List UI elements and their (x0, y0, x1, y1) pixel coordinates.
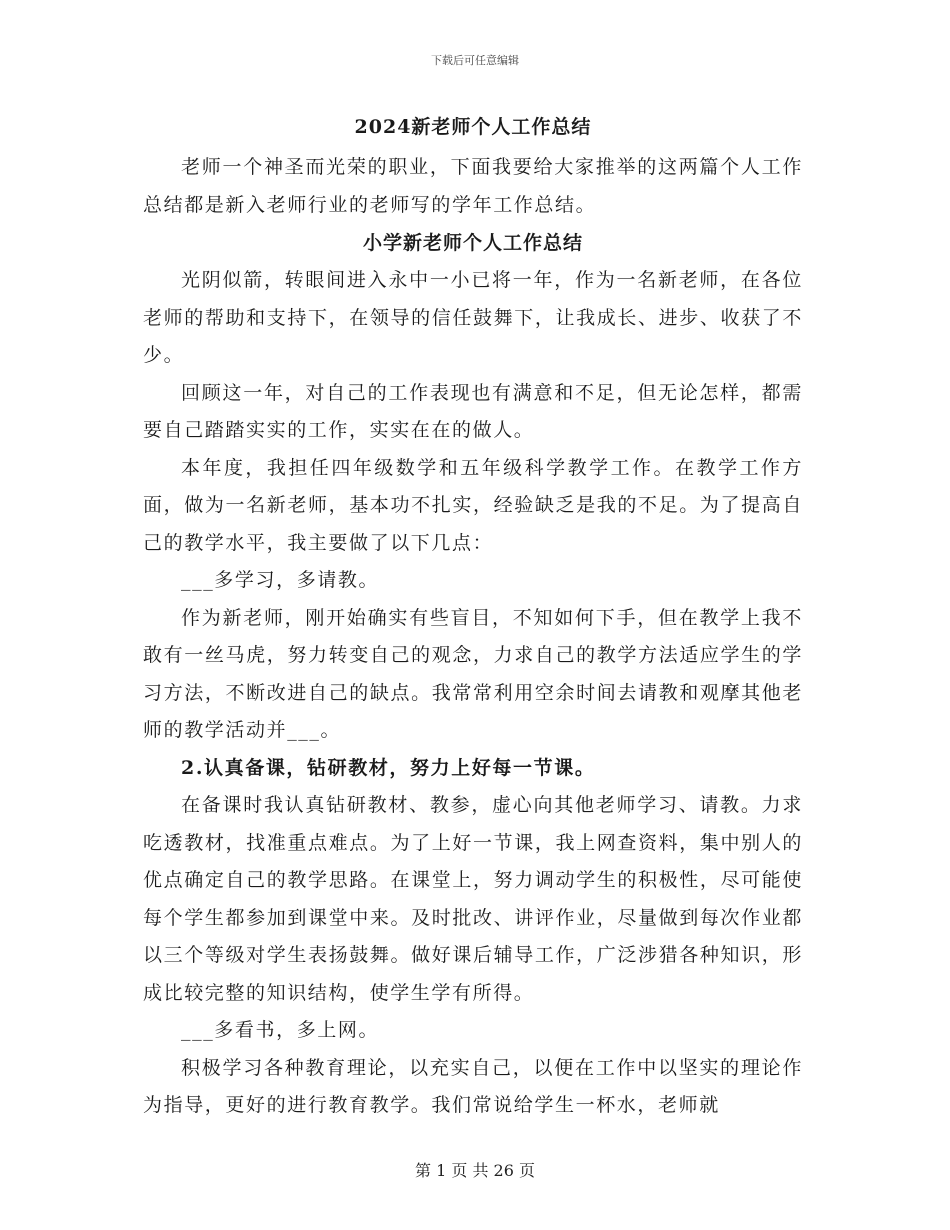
document-body (143, 105, 803, 1125)
body-paragraph: 回顾这一年，对自己的工作表现也有满意和不足，但无论怎样，都需要自己踏踏实实的工作，实实在在的做人。 (143, 381, 803, 441)
body-paragraph: 积极学习各种教育理论，以充实自己，以便在工作中以坚实的理论作为指导，更好的进行教育教学。我们常说给学生一杯水，老师就 (143, 1056, 803, 1116)
list-heading: ___多学习，多请教。 (181, 569, 380, 591)
list-heading: ___多看书，多上网。 (181, 1019, 380, 1041)
body-paragraph: 本年度，我担任四年级数学和五年级科学教学工作。在教学工作方面，做为一名新老师，基本功不扎实，经验缺乏是我的不足。为了提高自己的教学水平，我主要做了以下几点： (143, 456, 803, 554)
body-paragraph: 光阴似箭，转眼间进入永中一小已将一年，作为一名新老师，在各位老师的帮助和支持下，在领导的信任鼓舞下，让我成长、进步、收获了不少。 (143, 269, 803, 366)
page-header: 下载后可任意编辑 (431, 54, 519, 67)
list-heading: 2.认真备课，钻研教材，努力上好每一节课。 (181, 756, 596, 779)
body-paragraph: 在备课时我认真钻研教材、教参，虚心向其他老师学习、请教。力求吃透教材，找准重点难点。为了上好一节课，我上网查资料，集中别人的优点确定自己的教学思路。在课堂上，努力调动学生的积极性，尽可能使每个学生都参加到课堂中来。及时批改、讲评作业，尽量做到每次作业都以三个等级对学生表扬鼓舞。做好课后辅导工作，广泛涉猎各种知识，形成比较完整的知识结构，使学生学有所得。 (143, 794, 803, 1004)
section-subtitle: 小学新老师个人工作总结 (362, 232, 583, 254)
body-paragraph: 作为新老师，刚开始确实有些盲目，不知如何下手，但在教学上我不敢有一丝马虎，努力转变自己的观念，力求自己的教学方法适应学生的学习方法，不断改进自己的缺点。我常常利用空余时间去请教和观摩其他老师的教学活动并___。 (143, 606, 803, 741)
intro-paragraph: 老师一个神圣而光荣的职业，下面我要给大家推举的这两篇个人工作总结都是新入老师行业的老师写的学年工作总结。 (143, 156, 803, 216)
document-title: 2024新老师个人工作总结 (354, 116, 592, 138)
page-footer: 第 1 页 共 26 页 (415, 1161, 535, 1180)
